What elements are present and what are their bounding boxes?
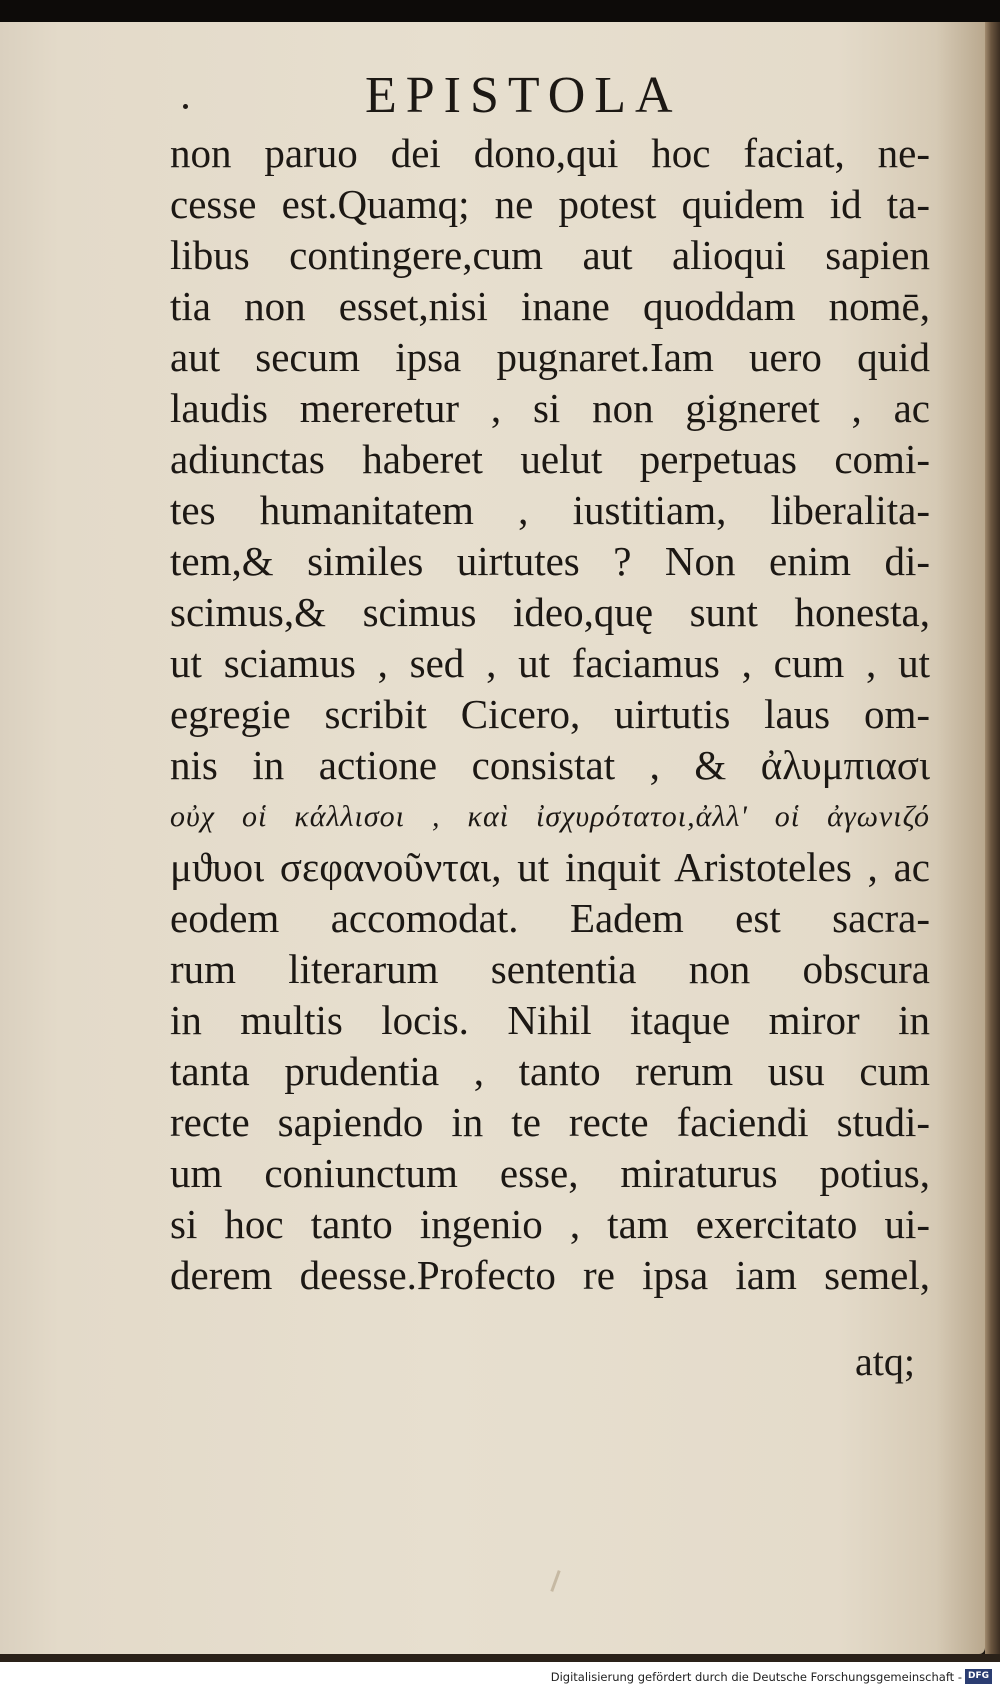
text-line: tia non esset,nisi inane quoddam nomē, [170, 283, 930, 329]
text-line: um coniunctum esse, miraturus potius, [170, 1150, 930, 1196]
catchword: atq; [855, 1339, 915, 1384]
text-line: cesse est.Quamq; ne potest quidem id ta- [170, 181, 930, 227]
text-line: si hoc tanto ingenio , tam exercitato ui- [170, 1201, 930, 1247]
text-line: nis in actione consistat , & ἀλυμπιασι [170, 742, 930, 788]
digitization-footer [0, 1662, 1000, 1695]
text-line: adiunctas haberet uelut perpetuas comi- [170, 436, 930, 482]
scan-top-border [0, 0, 1000, 22]
text-line: tanta prudentia , tanto rerum usu cum [170, 1048, 930, 1094]
text-line: in multis locis. Nihil itaque miror in [170, 997, 930, 1043]
page-edge-shadow [985, 22, 1000, 1662]
text-line: tes humanitatem , iustitiam, liberalita- [170, 487, 930, 533]
text-line: aut secum ipsa pugnaret.Iam uero quid [170, 334, 930, 380]
funding-credit: Digitalisierung gefördert durch die Deutsche Forschungsgemeinschaft - [550, 1670, 962, 1684]
text-line: egregie scribit Cicero, uirtutis laus om- [170, 691, 930, 737]
text-line: μϑυοι σεφανοῦνται, ut inquit Aristoteles , ac [170, 844, 930, 890]
text-line: scimus,& scimus ideo,quę sunt honesta, [170, 589, 930, 635]
text-line: tem,& similes uirtutes ? Non enim di- [170, 538, 930, 584]
body-text [170, 128, 930, 1301]
text-line: eodem accomodat. Eadem est sacra- [170, 895, 930, 941]
text-line: rum literarum sententia non obscura [170, 946, 930, 992]
text-line: non paruo dei dono,qui hoc faciat, ne- [170, 130, 930, 176]
book-page [0, 22, 985, 1654]
text-line: ut sciamus , sed , ut faciamus , cum , ut [170, 640, 930, 686]
text-line: libus contingere,cum aut alioqui sapien [170, 232, 930, 278]
text-line: laudis mereretur , si non gigneret , ac [170, 385, 930, 431]
running-head: EPISTOLA [365, 67, 682, 124]
ink-smudge [550, 1570, 560, 1592]
dfg-logo-icon: DFG [965, 1669, 992, 1684]
scanned-page-area [0, 22, 1000, 1662]
text-line: derem deesse.Profecto re ipsa iam semel, [170, 1252, 930, 1298]
header-dot [183, 104, 188, 109]
page-bottom-shadow [0, 1654, 1000, 1662]
text-line: recte sapiendo in te recte faciendi studi- [170, 1099, 930, 1145]
greek-text-line: οὐχ οἱ κάλλισοι , καὶ ἰσχυρότατοι,ἀλλ' οἱ ἀγωνιζό [170, 800, 930, 833]
